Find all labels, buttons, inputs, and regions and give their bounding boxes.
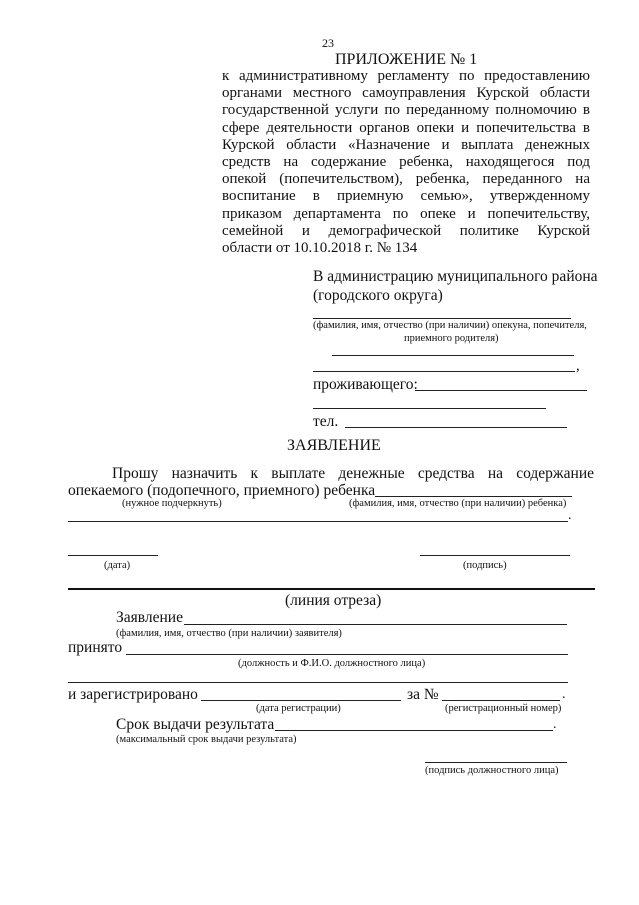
deadline-period: .: [553, 717, 557, 732]
registered-label: и зарегистрировано: [68, 686, 198, 703]
accepted-label: принято: [68, 639, 123, 656]
receipt-statement-label: Заявление: [116, 609, 183, 626]
applicant-name-field-3[interactable]: [313, 371, 575, 372]
official-signature-hint: (подпись должностного лица): [425, 765, 559, 776]
regulation-line: приказом департамента по опеке и попечительству,: [222, 205, 590, 222]
date-hint: (дата): [104, 560, 131, 571]
regulation-line: семейной и демографической политике Курской: [222, 222, 590, 239]
cut-line: [68, 588, 595, 590]
regulation-line: области от 10.10.2018 г. № 134: [222, 239, 418, 256]
addressee-line1: В администрацию муниципального района: [313, 268, 598, 285]
addressee-line2: (городского округа): [313, 287, 443, 304]
request-line2: опекаемого (подопечного, приемного) ребенка: [68, 482, 376, 499]
registration-number-field[interactable]: [442, 700, 560, 701]
page-number: 23: [322, 36, 334, 50]
registration-number-hint: (регистрационный номер): [445, 703, 562, 714]
receipt-applicant-field[interactable]: [184, 624, 567, 625]
request-line1: Прошу назначить к выплате денежные средства на содержание: [112, 465, 594, 482]
registration-date-field[interactable]: [201, 700, 401, 701]
regulation-line: государственной услуги по переданному полномочию в: [222, 102, 590, 119]
official-signature-field[interactable]: [425, 762, 567, 763]
residence-field[interactable]: [415, 390, 587, 391]
cut-line-label: (линия отреза): [285, 592, 382, 609]
accepted-by-field-2[interactable]: [68, 682, 568, 683]
accepted-by-field[interactable]: [126, 654, 568, 655]
number-label: за №: [407, 686, 439, 703]
request-period: .: [568, 508, 572, 523]
applicant-name-hint-1: (фамилия, имя, отчество (при наличии) опекуна, попечителя,: [313, 320, 587, 331]
applicant-name-field[interactable]: [313, 318, 571, 319]
regulation-line: к административному регламенту по предоставлению: [222, 68, 590, 84]
regulation-line: средств на содержание ребенка, находящегося под: [222, 153, 590, 170]
regulation-line: Курской области «Назначение и выплата денежных: [222, 136, 590, 153]
regulation-line: сфере деятельности органов опеки и попечительства в: [222, 119, 590, 136]
child-name-field[interactable]: [375, 496, 572, 497]
appendix-title: ПРИЛОЖЕНИЕ № 1: [335, 51, 478, 68]
signature-hint: (подпись): [463, 560, 507, 571]
deadline-label: Срок выдачи результата: [116, 716, 275, 733]
deadline-hint: (максимальный срок выдачи результата): [116, 734, 297, 745]
applicant-name-hint-2: приемного родителя): [404, 333, 499, 344]
residence-field-2[interactable]: [313, 408, 546, 409]
phone-field[interactable]: [345, 427, 567, 428]
regulation-reference: [222, 68, 590, 257]
comma: ,: [576, 358, 580, 374]
regulation-line: воспитание в приемную семью», утвержденному: [222, 188, 590, 205]
official-hint: (должность и Ф.И.О. должностного лица): [238, 658, 426, 669]
regulation-line: органами местного самоуправления Курской области: [222, 85, 590, 102]
registration-date-hint: (дата регистрации): [256, 703, 341, 714]
signature-field[interactable]: [420, 555, 570, 556]
residing-label: проживающего:: [313, 376, 418, 393]
regulation-line: опекой (попечительством), ребенка, переданного на: [222, 171, 590, 188]
phone-label: тел.: [313, 413, 339, 430]
statement-title: ЗАЯВЛЕНИЕ: [287, 437, 381, 454]
date-field[interactable]: [68, 555, 158, 556]
child-name-hint: (фамилия, имя, отчество (при наличии) ребенка): [349, 498, 567, 509]
underline-hint: (нужное подчеркнуть): [122, 498, 222, 509]
applicant-hint: (фамилия, имя, отчество (при наличии) заявителя): [116, 628, 342, 639]
deadline-field[interactable]: [275, 730, 553, 731]
registration-period: .: [562, 687, 566, 702]
child-name-field-2[interactable]: [68, 521, 568, 522]
applicant-name-field-2[interactable]: [332, 355, 574, 356]
